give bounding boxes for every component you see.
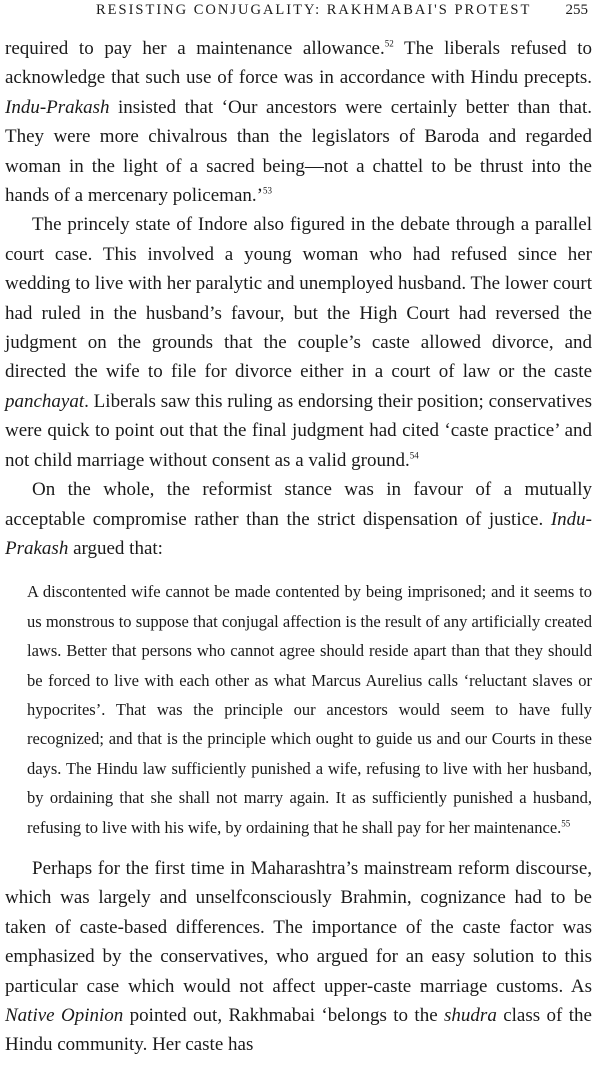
footnote-ref: 55 bbox=[561, 818, 571, 829]
italic-text: Indu-Prakash bbox=[5, 508, 592, 559]
page-number: 255 bbox=[565, 2, 588, 18]
text-run: The liberals refused to acknowledge that such use of force was in accordance with Hindu precepts. bbox=[5, 38, 592, 89]
footnote-ref: 53 bbox=[262, 185, 272, 196]
text-run: insisted that ‘Our ancestors were certainly better than that. They were more chivalrous than the legislators of Baroda and regarded woman in the light of a sacred being—not a chattel to be thrust into the hands of a mercenary policeman.’ bbox=[5, 96, 592, 207]
running-title: RESISTING CONJUGALITY: RAKHMABAI'S PROTEST bbox=[96, 2, 532, 18]
paragraph bbox=[5, 210, 592, 475]
text-run: class of the Hindu community. Her caste has bbox=[5, 1005, 592, 1056]
text-run: Perhaps for the first time in Maharashtra’s mainstream reform discourse, which was largely and unselfconsciously Brahmin, cognizance had to be taken of caste-based differences. The importance of the caste factor was emphasized by the conservatives, who argued for an easy solution to this particular case which would not affect upper-caste marriage customs. As bbox=[5, 857, 592, 997]
italic-text: Native Opinion bbox=[5, 1005, 124, 1026]
paragraph bbox=[5, 854, 592, 1060]
paragraph bbox=[5, 475, 592, 563]
footnote-ref: 52 bbox=[384, 38, 394, 49]
running-head bbox=[0, 2, 592, 24]
text-run: argued that: bbox=[68, 537, 163, 559]
text-run: . Liberals saw this ruling as endorsing their position; conservatives were quick to point out that the final judgment had cited ‘caste practice’ and not child marriage without consent as a valid ground. bbox=[5, 390, 592, 471]
text-run: On the whole, the reformist stance was in favour of a mutually acceptable compromise rather than the strict dispensation of justice. bbox=[5, 479, 592, 530]
text-run: required to pay her a maintenance allowance. bbox=[5, 38, 385, 59]
text-run: A discontented wife cannot be made contented by being imprisoned; and it seems to us monstrous to suppose that conjugal affection is the result of any artificially created laws. Better that persons who cannot agree should reside apart than that they should be forced to live with each other as what Marcus Aurelius calls ‘reluctant slaves or hypocrites’. That was the principle our ancestors would seem to have fully recognized; and that is the principle which ought to guide us and our Courts in these days. The Hindu law sufficiently punished a wife, refusing to live with her husband, by ordaining that she shall not marry again. It as sufficiently punished a husband, refusing to live with his wife, by ordaining that he shall pay for her maintenance. bbox=[27, 582, 592, 837]
italic-text: panchayat bbox=[5, 390, 85, 412]
paragraph bbox=[5, 34, 592, 210]
italic-text: shudra bbox=[444, 1005, 497, 1026]
italic-text: Indu-Prakash bbox=[5, 96, 110, 118]
footnote-ref: 54 bbox=[409, 450, 419, 461]
text-run: The princely state of Indore also figured in the debate through a parallel court case. This involved a young woman who had refused since her wedding to live with her paralytic and unemployed husband. The lower court had ruled in the husband’s favour, but the High Court had reversed the judgment on the grounds that the couple’s caste allowed divorce, and directed the wife to file for divorce either in a court of law or the caste bbox=[5, 214, 592, 383]
body-text bbox=[5, 34, 592, 1060]
text-run: pointed out, Rakhmabai ‘belongs to the bbox=[123, 1005, 445, 1026]
block-quote bbox=[5, 577, 592, 842]
